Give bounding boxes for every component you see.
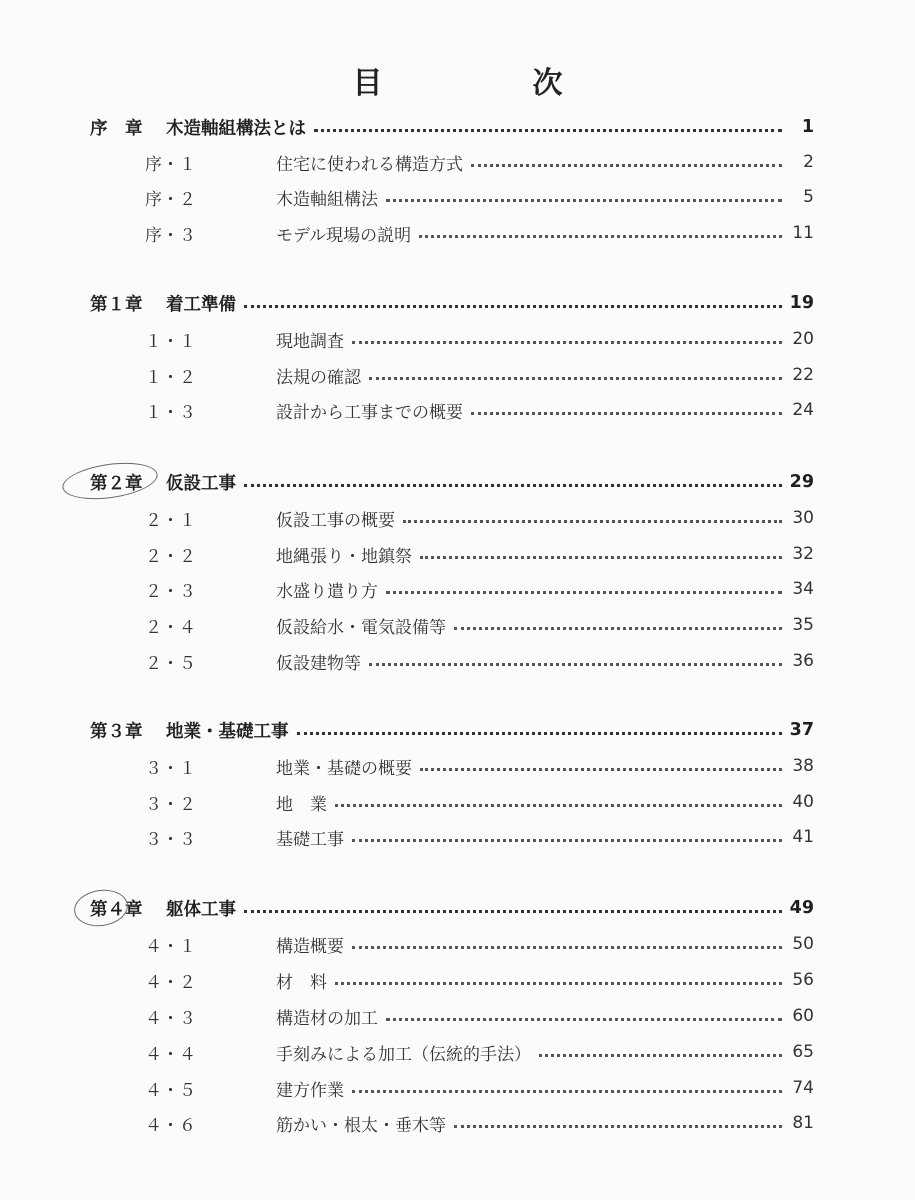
dot-leader [335,804,782,807]
toc-section-row[interactable] [90,611,814,639]
toc-section-row[interactable] [90,823,814,851]
page-title: 目 次 [352,66,623,102]
toc-page-number: 19 [789,293,814,313]
dot-leader [244,910,782,913]
toc-entry-title: 構造材の加工 [276,1008,378,1029]
toc-page-number: 38 [792,756,814,776]
toc-entry-number: 第２章 [90,473,143,494]
dot-leader [539,1054,782,1057]
toc-entry-title: 地縄張り・地鎮祭 [276,546,412,567]
toc-page-number: 32 [792,544,814,564]
toc-page-number: 74 [792,1078,814,1098]
toc-page-number: 81 [792,1113,814,1133]
toc-section-row[interactable] [90,1109,814,1137]
toc-page-number: 56 [792,970,814,990]
toc-entry-title: 木造軸組構法とは [166,118,306,139]
dot-leader [386,199,782,202]
toc-page-number: 36 [792,651,814,671]
toc-entry-number: ４・２ [145,972,196,993]
dot-leader [352,1090,782,1093]
toc-entry-number: １・３ [145,402,196,423]
toc-section-row[interactable] [90,930,814,958]
toc-page-number: 29 [789,472,814,492]
toc-entry-title: 地 業 [276,794,327,815]
toc-entry-title: 基礎工事 [276,829,344,850]
dot-leader [244,305,782,308]
toc-entry-number: 第１章 [90,294,143,315]
toc-entry-title: 手刻みによる加工（伝統的手法） [276,1044,531,1065]
toc-entry-number: ４・４ [145,1044,196,1065]
toc-page-number: 11 [792,223,814,243]
toc-entry-number: ２・２ [145,546,196,567]
toc-entry-title: 仮設工事 [166,473,236,494]
toc-entry-title: 躯体工事 [166,899,236,920]
toc-section-row[interactable] [90,966,814,994]
toc-chapter-row[interactable] [90,716,814,744]
toc-entry-title: 設計から工事までの概要 [276,402,463,423]
dot-leader [297,732,782,735]
toc-entry-number: ４・３ [145,1008,196,1029]
toc-entry-title: 仮設建物等 [276,653,361,674]
toc-entry-title: 木造軸組構法 [276,189,378,210]
toc-section-row[interactable] [90,1002,814,1030]
toc-entry-number: ４・５ [145,1080,196,1101]
dot-leader [403,520,782,523]
toc-entry-number: ２・５ [145,653,196,674]
toc-entry-title: 地業・基礎工事 [166,721,289,742]
toc-page-number: 1 [801,117,814,137]
toc-entry-title: モデル現場の説明 [276,225,412,246]
toc-entry-title: 建方作業 [276,1080,344,1101]
dot-leader [386,591,782,594]
toc-entry-title: 構造概要 [276,936,344,957]
dot-leader [386,1018,782,1021]
toc-entry-number: 序・２ [145,189,196,210]
toc-chapter-row[interactable] [90,289,814,317]
toc-chapter-row[interactable] [90,113,814,141]
toc-page-number: 5 [803,187,814,207]
dot-leader [454,1125,782,1128]
toc-section-row[interactable] [90,575,814,603]
dot-leader [369,663,782,666]
toc-entry-number: ２・３ [145,581,196,602]
toc-entry-title: 仮設給水・電気設備等 [276,617,446,638]
dot-leader [314,129,782,132]
toc-section-row[interactable] [90,183,814,211]
toc-entry-number: ４・１ [145,936,196,957]
dot-leader [454,627,782,630]
toc-section-row[interactable] [90,1074,814,1102]
toc-page-number: 35 [792,615,814,635]
toc-page-number: 34 [792,579,814,599]
toc-section-row[interactable] [90,647,814,675]
toc-page-number: 22 [792,365,814,385]
toc-entry-number: ３・１ [145,758,196,779]
toc-section-row[interactable] [90,148,814,176]
dot-leader [244,484,782,487]
toc-page-number: 60 [792,1006,814,1026]
dot-leader [335,982,782,985]
toc-entry-title: 住宅に使われる構造方式 [276,154,463,175]
dot-leader [471,412,782,415]
toc-entry-title: 仮設工事の概要 [276,510,395,531]
pen-circle-chapter-4 [72,886,130,929]
toc-section-row[interactable] [90,361,814,389]
toc-page-number: 20 [792,329,814,349]
toc-entry-number: 第３章 [90,721,143,742]
dot-leader [471,164,782,167]
toc-page-number: 50 [792,934,814,954]
toc-section-row[interactable] [90,752,814,780]
dot-leader [352,341,782,344]
toc-page-number: 37 [789,720,814,740]
toc-entry-number: ３・２ [145,794,196,815]
toc-page-number: 41 [792,827,814,847]
toc-page-number: 24 [792,400,814,420]
toc-section-row[interactable] [90,396,814,424]
toc-section-row[interactable] [90,325,814,353]
toc-entry-number: ４・６ [145,1115,196,1136]
toc-entry-title: 地業・基礎の概要 [276,758,412,779]
toc-page-number: 40 [792,792,814,812]
toc-entry-title: 材 料 [276,972,327,993]
toc-entry-title: 法規の確認 [276,367,361,388]
toc-entry-number: ２・４ [145,617,196,638]
toc-entry-title: 水盛り遣り方 [276,581,378,602]
toc-page-number: 30 [792,508,814,528]
toc-entry-number: ３・３ [145,829,196,850]
toc-entry-title: 着工準備 [166,294,236,315]
dot-leader [352,946,782,949]
toc-entry-number: １・１ [145,331,196,352]
toc-section-row[interactable] [90,504,814,532]
toc-entry-number: 序 章 [90,118,143,139]
dot-leader [420,768,782,771]
toc-entry-number: １・２ [145,367,196,388]
toc-entry-number: 序・１ [145,154,196,175]
toc-section-row[interactable] [90,788,814,816]
toc-entry-number: 第４章 [90,899,143,920]
toc-section-row[interactable] [90,219,814,247]
dot-leader [369,377,782,380]
toc-entry-title: 現地調査 [276,331,344,352]
dot-leader [420,556,782,559]
toc-entry-number: 序・３ [145,225,196,246]
toc-section-row[interactable] [90,540,814,568]
toc-entry-number: ２・１ [145,510,196,531]
toc-page-number: 49 [789,898,814,918]
dot-leader [419,235,782,238]
toc-section-row[interactable] [90,1038,814,1066]
toc-page-number: 65 [792,1042,814,1062]
toc-chapter-row[interactable] [90,468,814,496]
toc-page-number: 2 [803,152,814,172]
dot-leader [352,839,782,842]
toc-chapter-row[interactable] [90,894,814,922]
pen-circle-chapter-2 [60,457,160,504]
toc-entry-title: 筋かい・根太・垂木等 [276,1115,446,1136]
